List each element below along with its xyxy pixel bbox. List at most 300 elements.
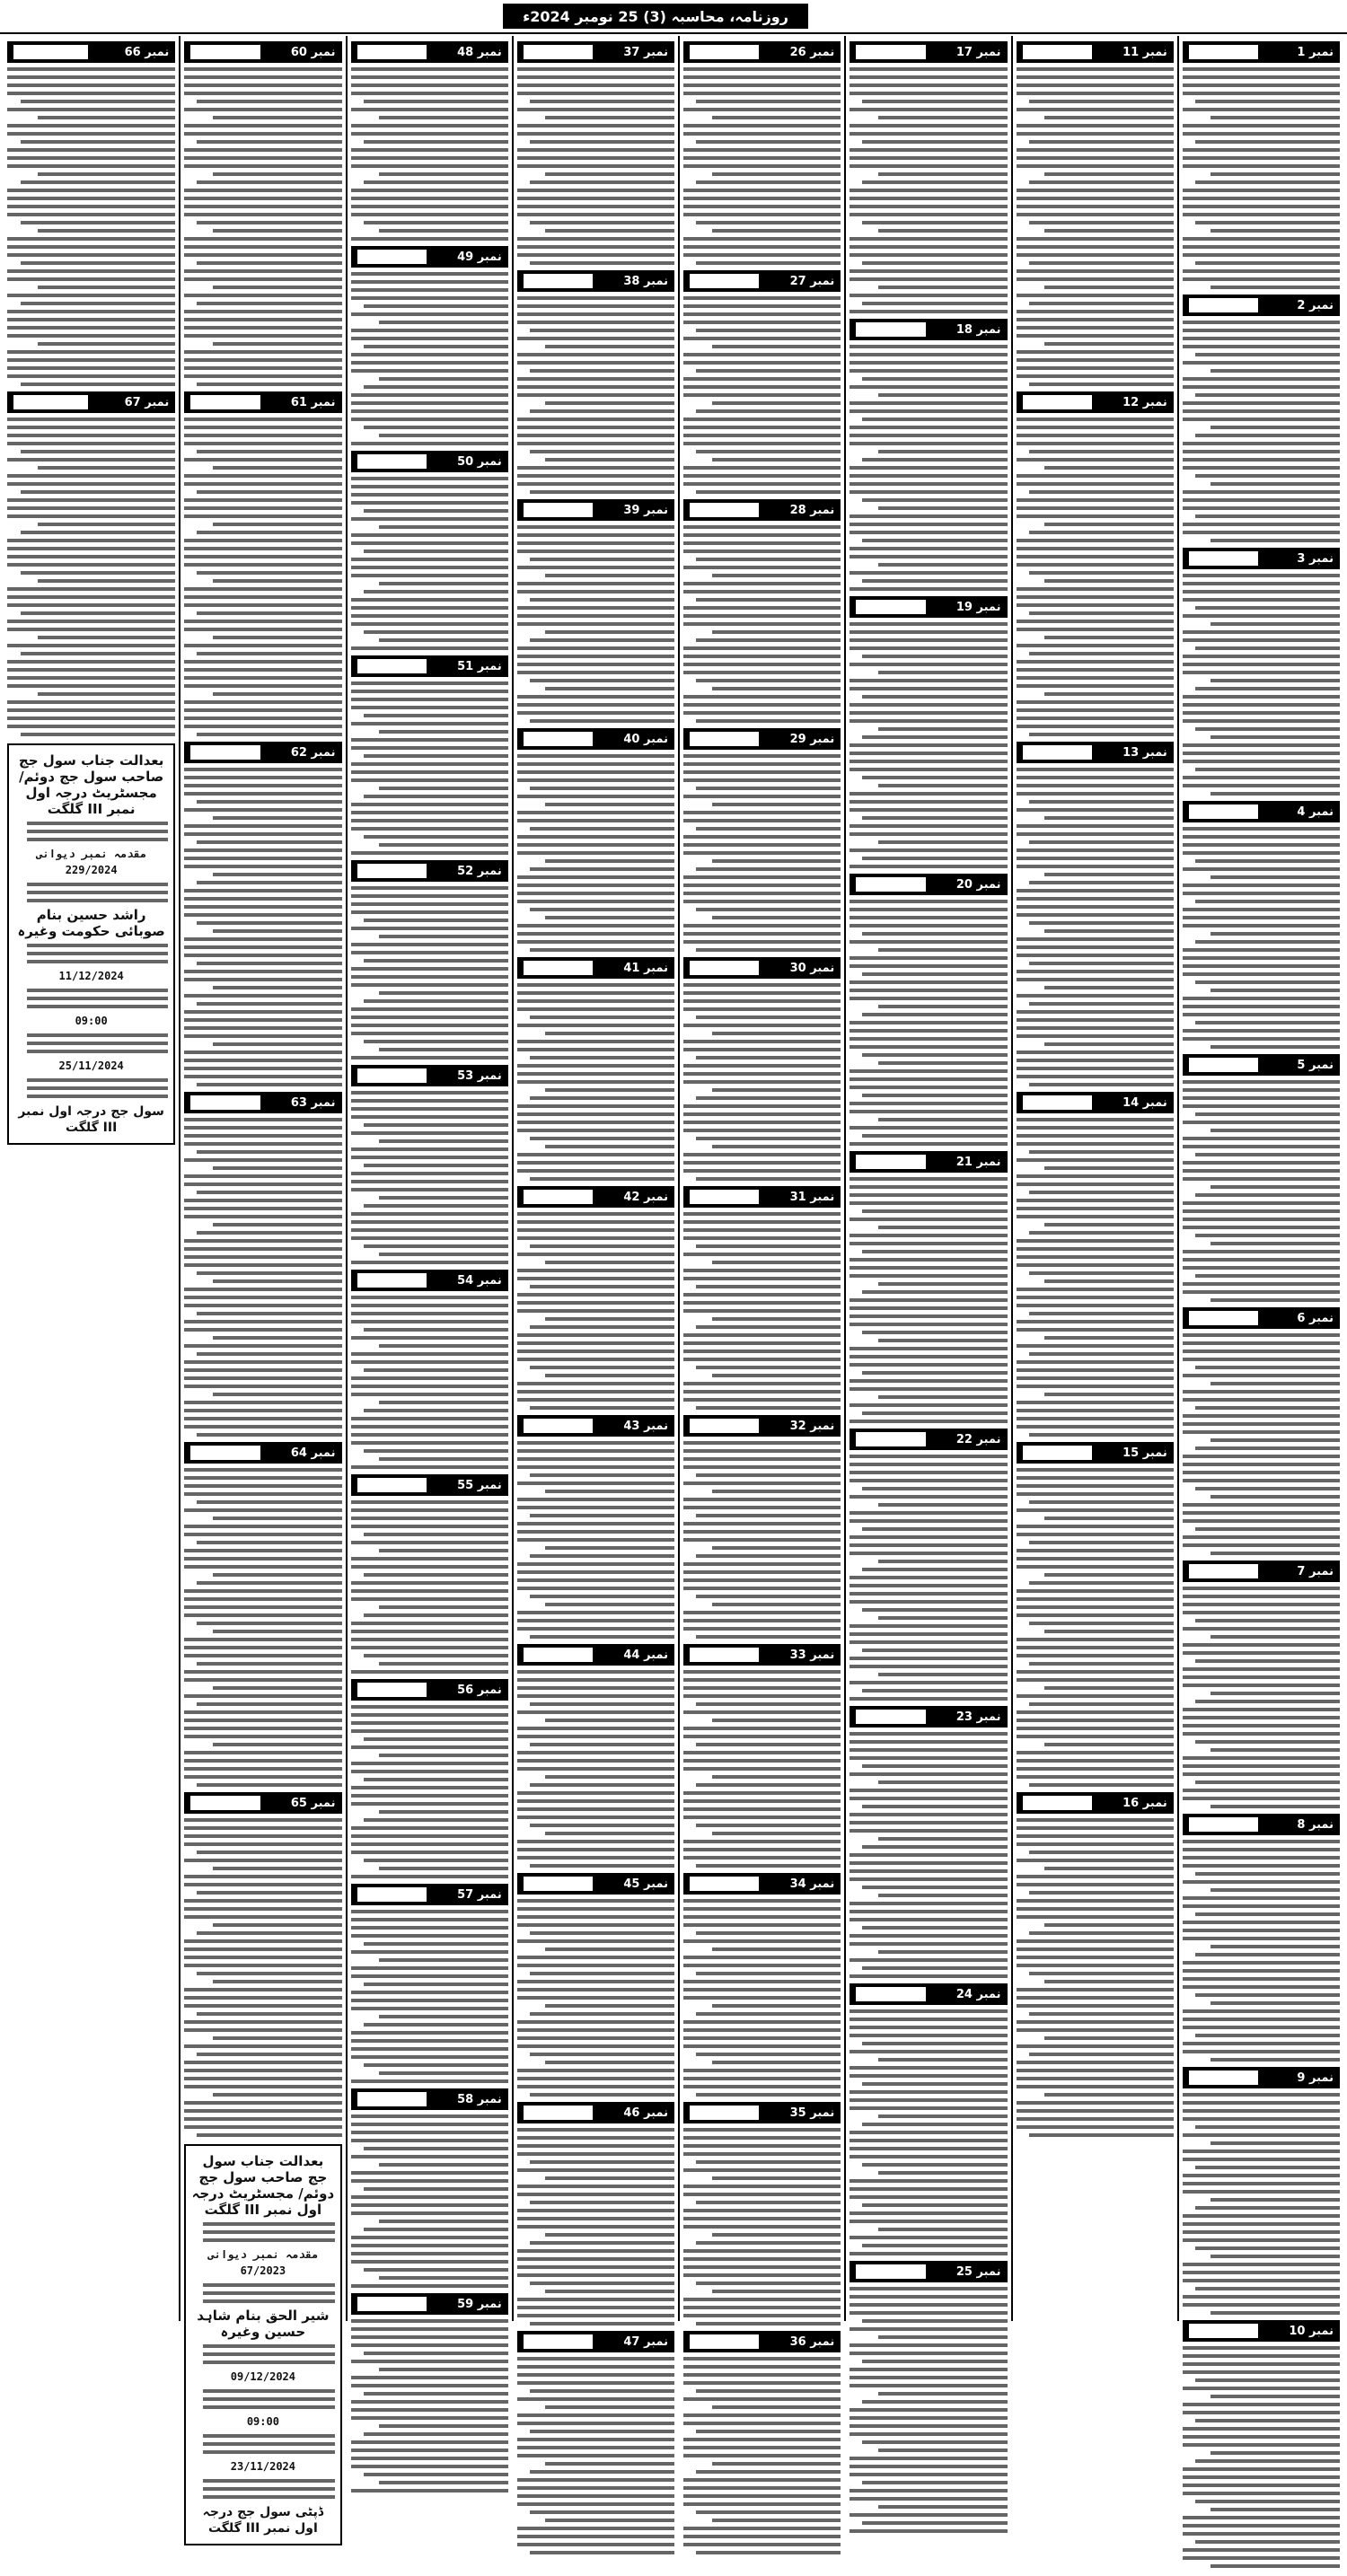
text-line [21,180,175,184]
notice-item [683,2102,841,2325]
text-line [696,827,841,831]
text-line [850,2155,1007,2158]
text-line [683,108,841,111]
text-line [683,932,841,936]
notice-heading [351,860,508,882]
text-line [1183,92,1340,95]
heading-box [1189,2324,1258,2338]
text-line [1017,1826,1174,1830]
text-line [1029,1500,1174,1504]
column-8 [4,36,179,2321]
text-line [696,948,841,952]
text-line [1017,547,1174,550]
text-line [1183,506,1340,510]
notice-heading [517,2102,674,2123]
notice-item [517,1873,674,2097]
heading-box [856,322,925,337]
text-line [850,92,1007,95]
notice-heading [517,1415,674,1437]
text-line [712,1546,841,1550]
text-line [1017,318,1174,321]
text-line [1211,735,1340,739]
text-line [530,1285,674,1288]
text-line [878,450,1008,453]
text-line [1195,646,1340,650]
text-line [683,1465,841,1469]
text-line [1044,873,1174,876]
text-line [696,2551,841,2554]
text-line [351,574,508,577]
text-line [530,2470,674,2474]
text-line [850,2327,1007,2331]
text-line [850,1665,1007,1668]
notice-item [184,41,341,386]
text-line [184,1597,341,1601]
text-line [184,1051,341,1054]
notice-item [184,391,341,736]
text-line [850,2220,1007,2223]
text-line [184,1215,341,1218]
text-line [517,1449,674,1453]
text-line [1017,1134,1174,1138]
text-line [696,329,841,332]
text-line [1183,269,1340,273]
text-line [184,1727,341,1730]
text-line [364,2063,508,2067]
notice-heading [351,2088,508,2110]
text-line [184,1476,341,1480]
text-line [197,1851,341,1854]
text-line [1044,1573,1174,1577]
text-line [364,1818,508,1822]
notice-heading [683,2102,841,2123]
text-line [184,1026,341,1030]
notice-heading [683,1644,841,1666]
text-line [545,2519,674,2522]
text-line [683,1350,841,1353]
text-line [1183,2435,1340,2439]
text-line [850,253,1007,257]
text-line [517,1848,674,1851]
text-line [379,1457,508,1461]
text-line [683,418,841,421]
text-line [696,2160,841,2164]
text-line [1017,1964,1174,1967]
text-line [1183,752,1340,755]
text-line [1211,426,1340,429]
text-line [379,1867,508,1870]
text-line [862,2521,1007,2525]
text-line [213,1686,342,1690]
text-line [1183,108,1340,111]
text-line [517,1441,674,1445]
text-line [530,1743,674,1746]
text-line [878,1616,1008,1620]
text-line [850,638,1007,642]
text-line [850,2465,1007,2468]
text-line [7,132,175,136]
text-line [850,622,1007,626]
text-line [545,1490,674,1493]
text-line [683,2373,841,2377]
text-line [364,1613,508,1617]
text-line [517,67,674,71]
text-line [184,889,341,892]
text-line [517,2085,674,2088]
text-line [850,1379,1007,1383]
text-line [1211,1552,1340,1555]
text-line [850,2497,1007,2501]
text-line [351,477,508,480]
text-line [351,1745,508,1749]
text-line [197,571,341,575]
text-line [38,286,176,289]
text-line [184,1710,341,1714]
notice-heading [184,391,341,413]
notice-heading [850,1151,1007,1173]
text-line [184,1067,341,1070]
text-line [7,700,175,704]
text-line [184,1964,341,1967]
text-line [530,450,674,453]
text-line [1029,840,1174,844]
text-line [850,1479,1007,1482]
text-line [351,2171,508,2175]
text-line [683,337,841,340]
text-line [1183,1651,1340,1655]
text-line [530,2241,674,2245]
text-line [850,1420,1007,1423]
text-line [517,1498,674,1501]
text-line [184,2085,341,2088]
text-line [364,426,508,429]
text-line [1195,980,1340,984]
text-line [351,84,508,87]
text-line [1183,695,1340,699]
text-line [517,983,674,987]
text-line [1183,1088,1340,1092]
text-line [203,2230,335,2234]
text-line [683,695,841,699]
text-line [850,2311,1007,2315]
text-line [203,2434,335,2438]
text-line [862,1209,1007,1213]
text-line [1183,1013,1340,1016]
text-line [1017,277,1174,281]
text-line [1195,434,1340,437]
text-line [351,2047,508,2051]
text-line [850,1732,1007,1736]
text-line [530,490,674,494]
text-line [1183,245,1340,249]
text-line [683,566,841,569]
text-line [683,1522,841,1525]
text-line [184,1956,341,1959]
text-line [1017,2044,1174,2048]
notice-item [517,1644,674,1868]
text-line [683,541,841,545]
text-line [351,156,508,160]
text-line [7,725,175,728]
text-line [364,2187,508,2191]
text-line [850,2139,1007,2142]
heading-box [190,45,260,59]
text-line [850,1086,1007,1089]
text-line [862,1487,1007,1490]
text-line [862,458,1007,462]
text-line [517,92,674,95]
notice-heading [184,1792,341,1814]
notice-item [351,655,508,855]
text-line [517,762,674,766]
text-line [696,558,841,561]
text-line [1183,916,1340,919]
text-line [351,1212,508,1216]
text-line [696,679,841,682]
text-line [351,1630,508,1633]
text-line [1017,1215,1174,1218]
text-line [530,409,674,413]
text-line [351,205,508,208]
heading-box [1189,551,1258,566]
text-line [184,1158,341,1162]
text-line [517,1350,674,1353]
text-line [517,1309,674,1313]
notice-heading [351,1065,508,1086]
text-line [1017,1533,1174,1536]
text-line [1044,2036,1174,2040]
text-line [351,501,508,505]
text-line [862,498,1007,502]
text-line [1029,1352,1174,1356]
text-line [1029,1191,1174,1194]
text-line [517,1112,674,1116]
text-line [850,1347,1007,1350]
text-line [517,2128,674,2132]
text-line [1044,1686,1174,1690]
text-line [1017,708,1174,712]
text-line [184,358,341,362]
text-line [7,555,175,558]
text-line [1195,2125,1340,2129]
text-line [530,180,674,184]
text-line [1044,1279,1174,1283]
text-line [1183,2026,1340,2029]
notice-number: نمبر 42 [623,1190,668,1204]
text-line [850,426,1007,429]
text-line [184,2004,341,2008]
text-line [1195,768,1340,771]
text-line [351,2416,508,2420]
text-line [850,2106,1007,2110]
text-line [683,2077,841,2080]
text-line [530,1824,674,1827]
text-line [1017,784,1174,787]
text-line [850,401,1007,405]
text-line [1017,1654,1174,1657]
text-line [351,1007,508,1011]
text-line [683,1840,841,1843]
text-line [1195,1740,1340,1744]
text-line [351,2211,508,2215]
text-line [696,140,841,144]
text-line [351,2155,508,2158]
notice-item [351,860,508,1059]
notice-item [850,1429,1007,1701]
text-line [683,1578,841,1582]
text-line [1183,2182,1340,2185]
text-line [850,997,1007,1000]
text-line [1017,1767,1174,1771]
notice-number: نمبر 23 [955,1710,1001,1724]
text-line [683,361,841,365]
text-line [351,1312,508,1315]
text-line [850,2211,1007,2215]
text-line [683,940,841,944]
text-line [364,1368,508,1372]
text-line [530,1015,674,1019]
column-7 [179,36,345,2536]
text-line [351,401,508,405]
text-line [351,1261,508,1264]
text-line [1195,1993,1340,1997]
text-line [7,418,175,421]
notice-heading [850,1706,1007,1728]
text-line [184,1468,341,1472]
notice-number: نمبر 48 [457,45,502,59]
text-line [683,2265,841,2269]
text-line [1195,2378,1340,2382]
text-line [1029,921,1174,925]
text-line [1183,1333,1340,1337]
text-line [1183,2230,1340,2234]
text-line [364,221,508,224]
text-line [184,1694,341,1698]
text-line [1183,590,1340,593]
text-line [545,172,674,176]
text-line [7,660,175,664]
text-line [862,1966,1007,1970]
heading-box [524,503,593,517]
text-line [1183,377,1340,381]
text-line [213,466,342,470]
text-line [1183,655,1340,658]
text-line [683,2249,841,2253]
text-line [364,1983,508,1986]
text-line [517,932,674,936]
text-line [184,1996,341,2000]
text-line [517,811,674,814]
text-line [7,148,175,152]
text-line [364,795,508,798]
text-line [683,2168,841,2172]
text-line [379,843,508,847]
text-line [850,361,1007,365]
text-line [683,999,841,1003]
notice-item [517,499,674,723]
text-line [683,1570,841,1574]
text-line [351,1729,508,1733]
text-line [351,1376,508,1380]
text-line [1017,358,1174,362]
notice-item [517,41,674,265]
text-line [850,1069,1007,1073]
notice-heading [351,1679,508,1701]
text-line [351,851,508,855]
text-line [1029,571,1174,575]
text-line [683,2044,841,2048]
text-line [545,916,674,919]
text-line [517,321,674,324]
text-line [1183,1471,1340,1474]
text-line [545,1719,674,1722]
text-line [203,2397,335,2401]
text-line [850,474,1007,478]
text-line [27,997,169,1000]
text-line [878,1780,1008,1784]
text-line [184,474,341,478]
text-line [1211,1888,1340,1892]
text-line [1211,932,1340,936]
text-line [683,2543,841,2546]
notice-item [184,1792,341,2137]
heading-box [690,1877,759,1891]
text-line [184,555,341,558]
text-line [197,1150,341,1154]
notice-heading [1183,2067,1340,2088]
text-line [1195,1153,1340,1156]
notice-heading [351,451,508,472]
text-line [7,310,175,313]
text-line [683,900,841,903]
text-line [1183,385,1340,389]
text-line [379,2481,508,2484]
text-line [1017,1907,1174,1911]
text-line [878,2505,1008,2509]
notice-heading [517,499,674,521]
heading-box [856,1987,925,2001]
text-line [1017,326,1174,330]
text-line [1183,2524,1340,2528]
text-line [1017,668,1174,672]
text-line [683,2494,841,2498]
text-line [351,2457,508,2460]
heading-box [690,1648,759,1662]
text-line [1017,937,1174,941]
text-line [517,337,674,340]
text-line [683,377,841,381]
text-line [27,883,169,886]
text-line [517,1220,674,1224]
text-line [351,803,508,806]
text-line [517,1611,674,1614]
notice-item [517,957,674,1181]
text-line [517,1670,674,1674]
text-line [184,1859,341,1862]
text-line [203,2442,335,2446]
text-line [197,1271,341,1275]
text-line [351,967,508,971]
text-line [878,1837,1008,1841]
text-line [683,770,841,774]
text-line [517,1907,674,1911]
text-line [351,1465,508,1469]
notice-number: نمبر 10 [1289,2324,1334,2338]
text-line [530,2201,674,2204]
text-line [683,795,841,798]
text-line [1183,663,1340,666]
text-line [364,549,508,553]
